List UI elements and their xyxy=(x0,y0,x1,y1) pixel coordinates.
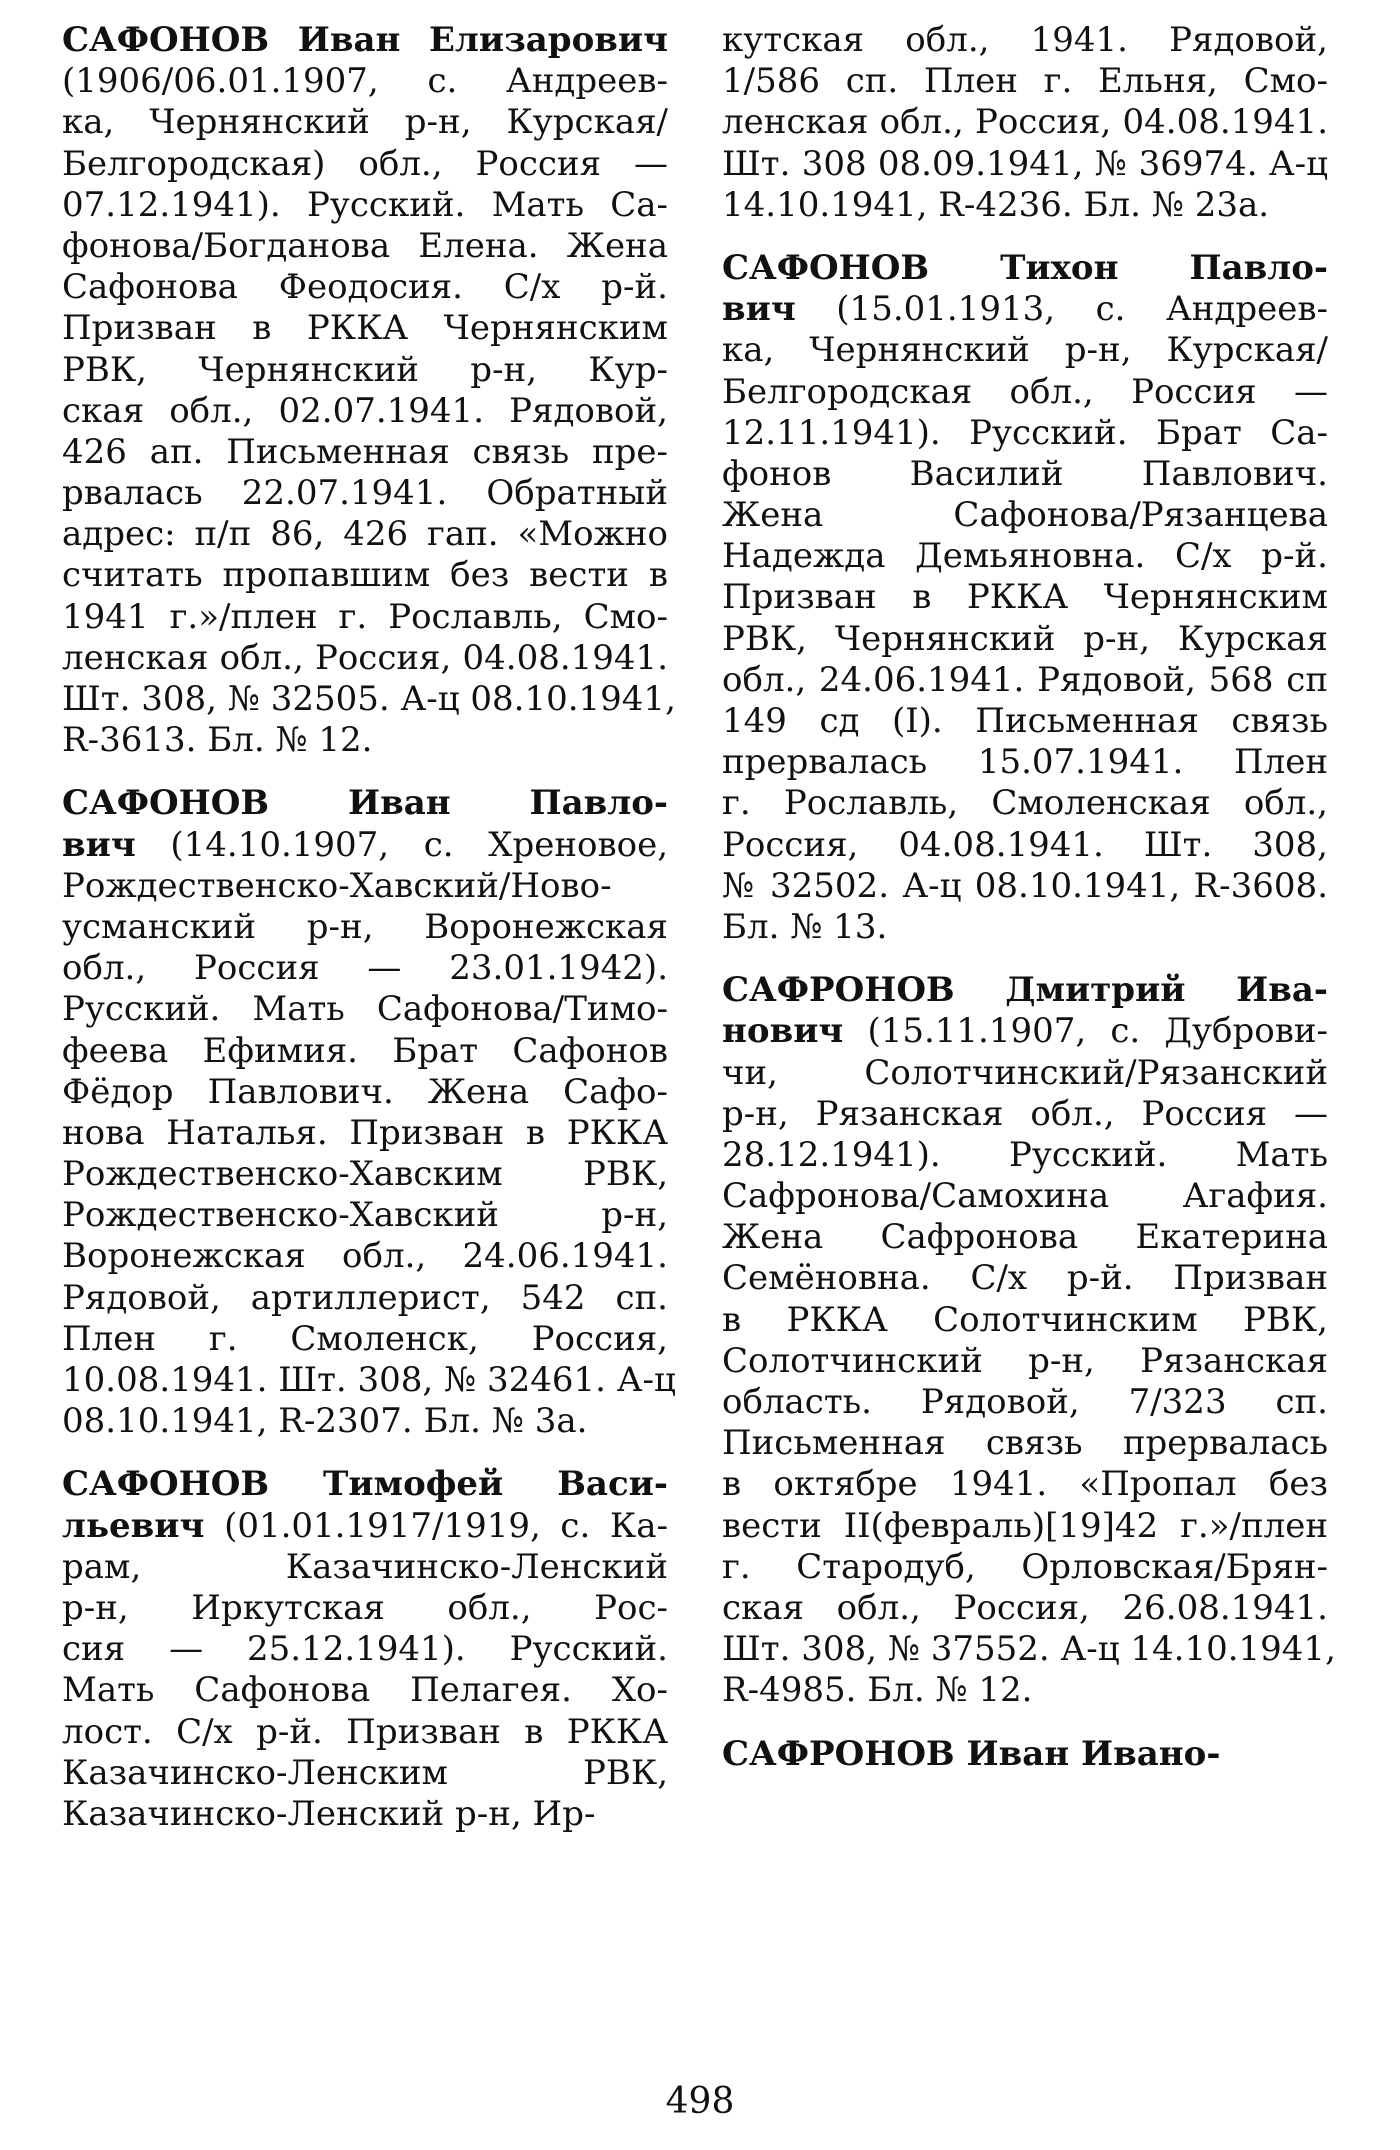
line-text: усманский р-н, Воронежская xyxy=(62,906,668,947)
line-text: РВК, Чернянский р-н, Курская xyxy=(722,618,1328,659)
entry-name: САФОНОВ Тихон Павло- xyxy=(722,247,1328,288)
entry-name: вич xyxy=(722,289,796,330)
text-line xyxy=(62,1712,668,1753)
line-text: (1906/06.01.1907, с. Андреев- xyxy=(62,61,668,102)
line-text: в РККА Солотчинским РВК, xyxy=(722,1299,1328,1340)
text-line xyxy=(722,1341,1328,1382)
text-line xyxy=(62,1670,668,1711)
line-text: адрес: п/п 86, 426 гап. «Можно xyxy=(62,514,668,555)
line-text: (14.10.1907, с. Хреновое, xyxy=(135,824,668,865)
line-text: № 32502. А-ц 08.10.1941, R-3608. xyxy=(722,865,1328,906)
entry-gap xyxy=(722,1712,1328,1734)
line-text: Призван в РККА Чернянским xyxy=(722,577,1328,618)
line-text: 1941 г.»/плен г. Рославль, Смо- xyxy=(62,596,668,637)
text-line xyxy=(62,555,668,596)
line-text: Белгородская) обл., Россия — xyxy=(62,143,668,184)
biography-entry xyxy=(722,970,1336,1711)
text-line xyxy=(722,330,1328,371)
text-line xyxy=(722,701,1328,742)
text-line xyxy=(722,866,1328,907)
line-text: р-н, Рязанская обл., Россия — xyxy=(722,1093,1328,1134)
entry-name: САФОНОВ Иван Павло- xyxy=(62,783,668,824)
right-column xyxy=(722,20,1336,1775)
text-line xyxy=(722,248,1328,289)
text-line xyxy=(722,1176,1328,1217)
text-line xyxy=(722,1258,1328,1299)
text-line xyxy=(722,413,1328,454)
text-line xyxy=(722,20,1328,61)
text-line xyxy=(62,391,668,432)
text-line xyxy=(62,1588,668,1629)
line-text: в октябре 1941. «Пропал без xyxy=(722,1464,1328,1505)
line-text: Сафонова Феодосия. С/х р-й. xyxy=(62,267,668,308)
line-text: 426 ап. Письменная связь пре- xyxy=(62,431,668,472)
line-text: Рождественско-Хавский/Ново- xyxy=(62,865,612,906)
text-line xyxy=(722,660,1328,701)
biography-entry xyxy=(62,783,676,1442)
text-line xyxy=(62,1547,668,1588)
line-text: сия — 25.12.1941). Русский. xyxy=(62,1629,668,1670)
text-line xyxy=(722,1464,1328,1505)
line-text: (01.01.1917/1919, с. Ка- xyxy=(204,1505,668,1546)
line-text: ская обл., Россия, 26.08.1941. xyxy=(722,1587,1328,1628)
text-line xyxy=(62,1278,668,1319)
line-text: г. Стародуб, Орловская/Брян- xyxy=(722,1546,1328,1587)
text-line xyxy=(62,597,668,638)
entry-name: вич xyxy=(62,824,136,865)
line-text: фонов Василий Павлович. xyxy=(722,453,1328,494)
text-line xyxy=(62,1360,676,1401)
line-text: 14.10.1941, R-4236. Бл. № 23а. xyxy=(722,184,1270,225)
line-text: область. Рядовой, 7/323 сп. xyxy=(722,1382,1328,1422)
text-line xyxy=(62,61,668,102)
text-line xyxy=(722,536,1328,577)
line-text: R-4985. Бл. № 12. xyxy=(722,1670,1033,1711)
line-text: Белгородская обл., Россия — xyxy=(722,371,1328,412)
line-text: Рядовой, артиллерист, 542 сп. xyxy=(62,1277,668,1318)
text-line xyxy=(62,1753,668,1794)
line-text: Казачинско-Ленский р-н, Ир- xyxy=(62,1793,596,1834)
text-line xyxy=(62,1401,668,1442)
line-text: 149 сд (I). Письменная связь xyxy=(722,701,1328,741)
text-line xyxy=(62,1464,668,1505)
line-text: нова Наталья. Призван в РККА xyxy=(62,1112,668,1153)
line-text: Шт. 308, № 37552. А-ц 14.10.1941, xyxy=(722,1629,1336,1670)
text-line xyxy=(722,742,1328,783)
text-line xyxy=(722,1217,1328,1258)
line-text: ленская обл., Россия, 04.08.1941. xyxy=(62,637,668,678)
text-line xyxy=(722,783,1328,824)
line-text: ская обл., 02.07.1941. Рядовой, xyxy=(62,390,668,431)
text-line xyxy=(62,1794,668,1835)
line-text: Россия, 04.08.1941. Шт. 308, xyxy=(722,824,1328,865)
text-line xyxy=(62,1506,668,1547)
line-text: 1/586 сп. Плен г. Ельня, Смо- xyxy=(722,61,1328,102)
text-line xyxy=(722,1382,1328,1423)
text-line xyxy=(62,473,668,514)
line-text: 12.11.1941). Русский. Брат Са- xyxy=(722,412,1328,453)
line-text: 08.10.1941, R-2307. Бл. № 3а. xyxy=(62,1401,588,1442)
text-line xyxy=(722,144,1328,185)
text-line xyxy=(62,1236,668,1277)
text-line xyxy=(62,20,668,61)
entry-name: льевич xyxy=(62,1505,205,1546)
line-text: прервалась 15.07.1941. Плен xyxy=(722,742,1328,783)
text-line xyxy=(62,514,668,555)
text-line xyxy=(722,907,1328,948)
text-line xyxy=(62,638,668,679)
text-line xyxy=(722,1670,1328,1711)
left-column xyxy=(62,20,676,1835)
biography-entry xyxy=(722,20,1328,226)
line-text: Семёновна. С/х р-й. Призван xyxy=(722,1258,1328,1299)
line-text: 10.08.1941. Шт. 308, № 32461. А-ц xyxy=(62,1360,676,1400)
line-text: 07.12.1941). Русский. Мать Са- xyxy=(62,184,668,225)
line-text: (15.01.1913, с. Андреев- xyxy=(795,289,1328,330)
line-text: чи, Солотчинский/Рязанский xyxy=(722,1052,1328,1093)
text-line xyxy=(722,1053,1328,1094)
entry-name: САФРОНОВ Иван Ивано- xyxy=(722,1733,1221,1774)
text-line xyxy=(722,577,1328,618)
entry-name: нович xyxy=(722,1011,844,1052)
text-line xyxy=(722,495,1328,536)
text-line xyxy=(62,783,668,824)
text-line xyxy=(62,679,676,720)
text-line xyxy=(62,144,668,185)
text-line xyxy=(62,185,668,226)
text-line xyxy=(722,1300,1328,1341)
text-line xyxy=(62,1154,668,1195)
line-text: ленская обл., Россия, 04.08.1941. xyxy=(722,102,1328,143)
line-text: R-3613. Бл. № 12. xyxy=(62,720,373,761)
line-text: лост. С/х р-й. Призван в РККА xyxy=(62,1711,668,1752)
entry-name: САФОНОВ Тимофей Васи- xyxy=(62,1464,668,1505)
entry-gap xyxy=(722,226,1328,248)
line-text: Солотчинский р-н, Рязанская xyxy=(722,1340,1328,1381)
text-line xyxy=(62,720,668,761)
line-text: РВК, Чернянский р-н, Кур- xyxy=(62,349,668,390)
text-line xyxy=(722,185,1328,226)
text-line xyxy=(722,289,1328,330)
page-number: 498 xyxy=(665,2081,735,2122)
line-text: Шт. 308, № 32505. А-ц 08.10.1941, xyxy=(62,679,676,719)
text-line xyxy=(722,372,1328,413)
line-text: феева Ефимия. Брат Сафонов xyxy=(62,1030,668,1071)
text-line xyxy=(722,970,1328,1011)
line-text: (15.11.1907, с. Дуброви- xyxy=(843,1011,1328,1052)
text-line xyxy=(62,1072,668,1113)
line-text: Шт. 308 08.09.1941, № 36974. А-ц xyxy=(722,143,1328,184)
text-line xyxy=(722,1011,1328,1052)
text-line xyxy=(62,1195,668,1236)
line-text: обл., Россия — 23.01.1942). xyxy=(62,948,668,989)
line-text: Рождественско-Хавским РВК, xyxy=(62,1154,668,1195)
line-text: 28.12.1941). Русский. Мать xyxy=(722,1134,1328,1175)
text-line xyxy=(722,1734,1328,1775)
text-line xyxy=(722,619,1328,660)
text-line xyxy=(62,948,668,989)
biography-entry xyxy=(722,248,1328,948)
text-line xyxy=(722,1094,1328,1135)
text-line xyxy=(62,102,668,143)
entry-gap xyxy=(62,761,668,783)
line-text: ка, Чернянский р-н, Курская/ xyxy=(62,102,668,143)
text-line xyxy=(722,1135,1328,1176)
text-line xyxy=(62,866,668,907)
line-text: фонова/Богданова Елена. Жена xyxy=(62,225,668,266)
text-line xyxy=(62,308,668,349)
line-text: Жена Сафронова Екатерина xyxy=(722,1217,1328,1258)
line-text: рвалась 22.07.1941. Обратный xyxy=(62,473,668,514)
entry-name: САФРОНОВ Дмитрий Ива- xyxy=(722,970,1328,1011)
text-line xyxy=(62,432,668,473)
line-text: Письменная связь прервалась xyxy=(722,1423,1328,1464)
line-text: Надежда Демьяновна. С/х р-й. xyxy=(722,536,1328,577)
text-line xyxy=(722,102,1328,143)
line-text: Плен г. Смоленск, Россия, xyxy=(62,1318,668,1359)
text-line xyxy=(722,1588,1328,1629)
entry-gap xyxy=(722,948,1328,970)
text-line xyxy=(62,1319,668,1360)
text-line xyxy=(62,267,668,308)
line-text: р-н, Иркутская обл., Рос- xyxy=(62,1587,668,1628)
line-text: Сафронова/Самохина Агафия. xyxy=(722,1176,1328,1217)
text-line xyxy=(722,1629,1336,1670)
text-line xyxy=(62,989,668,1030)
line-text: Казачинско-Ленским РВК, xyxy=(62,1752,668,1793)
text-line xyxy=(722,1547,1328,1588)
text-line xyxy=(62,226,668,267)
line-text: вести II(февраль)[19]42 г.»/плен xyxy=(722,1505,1328,1546)
line-text: Рождественско-Хавский р-н, xyxy=(62,1195,668,1236)
line-text: ка, Чернянский р-н, Курская/ xyxy=(722,330,1328,371)
line-text: Мать Сафонова Пелагея. Хо- xyxy=(62,1670,668,1711)
text-line xyxy=(62,825,668,866)
text-line xyxy=(62,350,668,391)
biography-entry xyxy=(62,20,676,761)
line-text: Воронежская обл., 24.06.1941. xyxy=(62,1236,668,1277)
entry-gap xyxy=(62,1442,668,1464)
text-line xyxy=(722,61,1328,102)
biography-entry xyxy=(722,1734,1328,1775)
line-text: рам, Казачинско-Ленский xyxy=(62,1546,668,1587)
line-text: Русский. Мать Сафонова/Тимо- xyxy=(62,989,668,1030)
text-line xyxy=(722,825,1328,866)
text-line xyxy=(62,1031,668,1072)
text-line xyxy=(62,907,668,948)
text-line xyxy=(62,1113,668,1154)
biography-entry xyxy=(62,1464,668,1835)
text-line xyxy=(722,1423,1328,1464)
text-line xyxy=(722,1506,1328,1547)
line-text: Призван в РККА Чернянским xyxy=(62,308,668,349)
line-text: считать пропавшим без вести в xyxy=(62,555,668,596)
line-text: Бл. № 13. xyxy=(722,906,888,947)
line-text: Жена Сафонова/Рязанцева xyxy=(722,495,1328,536)
line-text: обл., 24.06.1941. Рядовой, 568 сп xyxy=(722,659,1328,700)
line-text: г. Рославль, Смоленская обл., xyxy=(722,783,1328,824)
line-text: Фёдор Павлович. Жена Сафо- xyxy=(62,1071,668,1112)
text-line xyxy=(722,454,1328,495)
text-line xyxy=(62,1629,668,1670)
entry-name: САФОНОВ Иван Елизарович xyxy=(62,20,668,60)
line-text: кутская обл., 1941. Рядовой, xyxy=(722,20,1328,60)
